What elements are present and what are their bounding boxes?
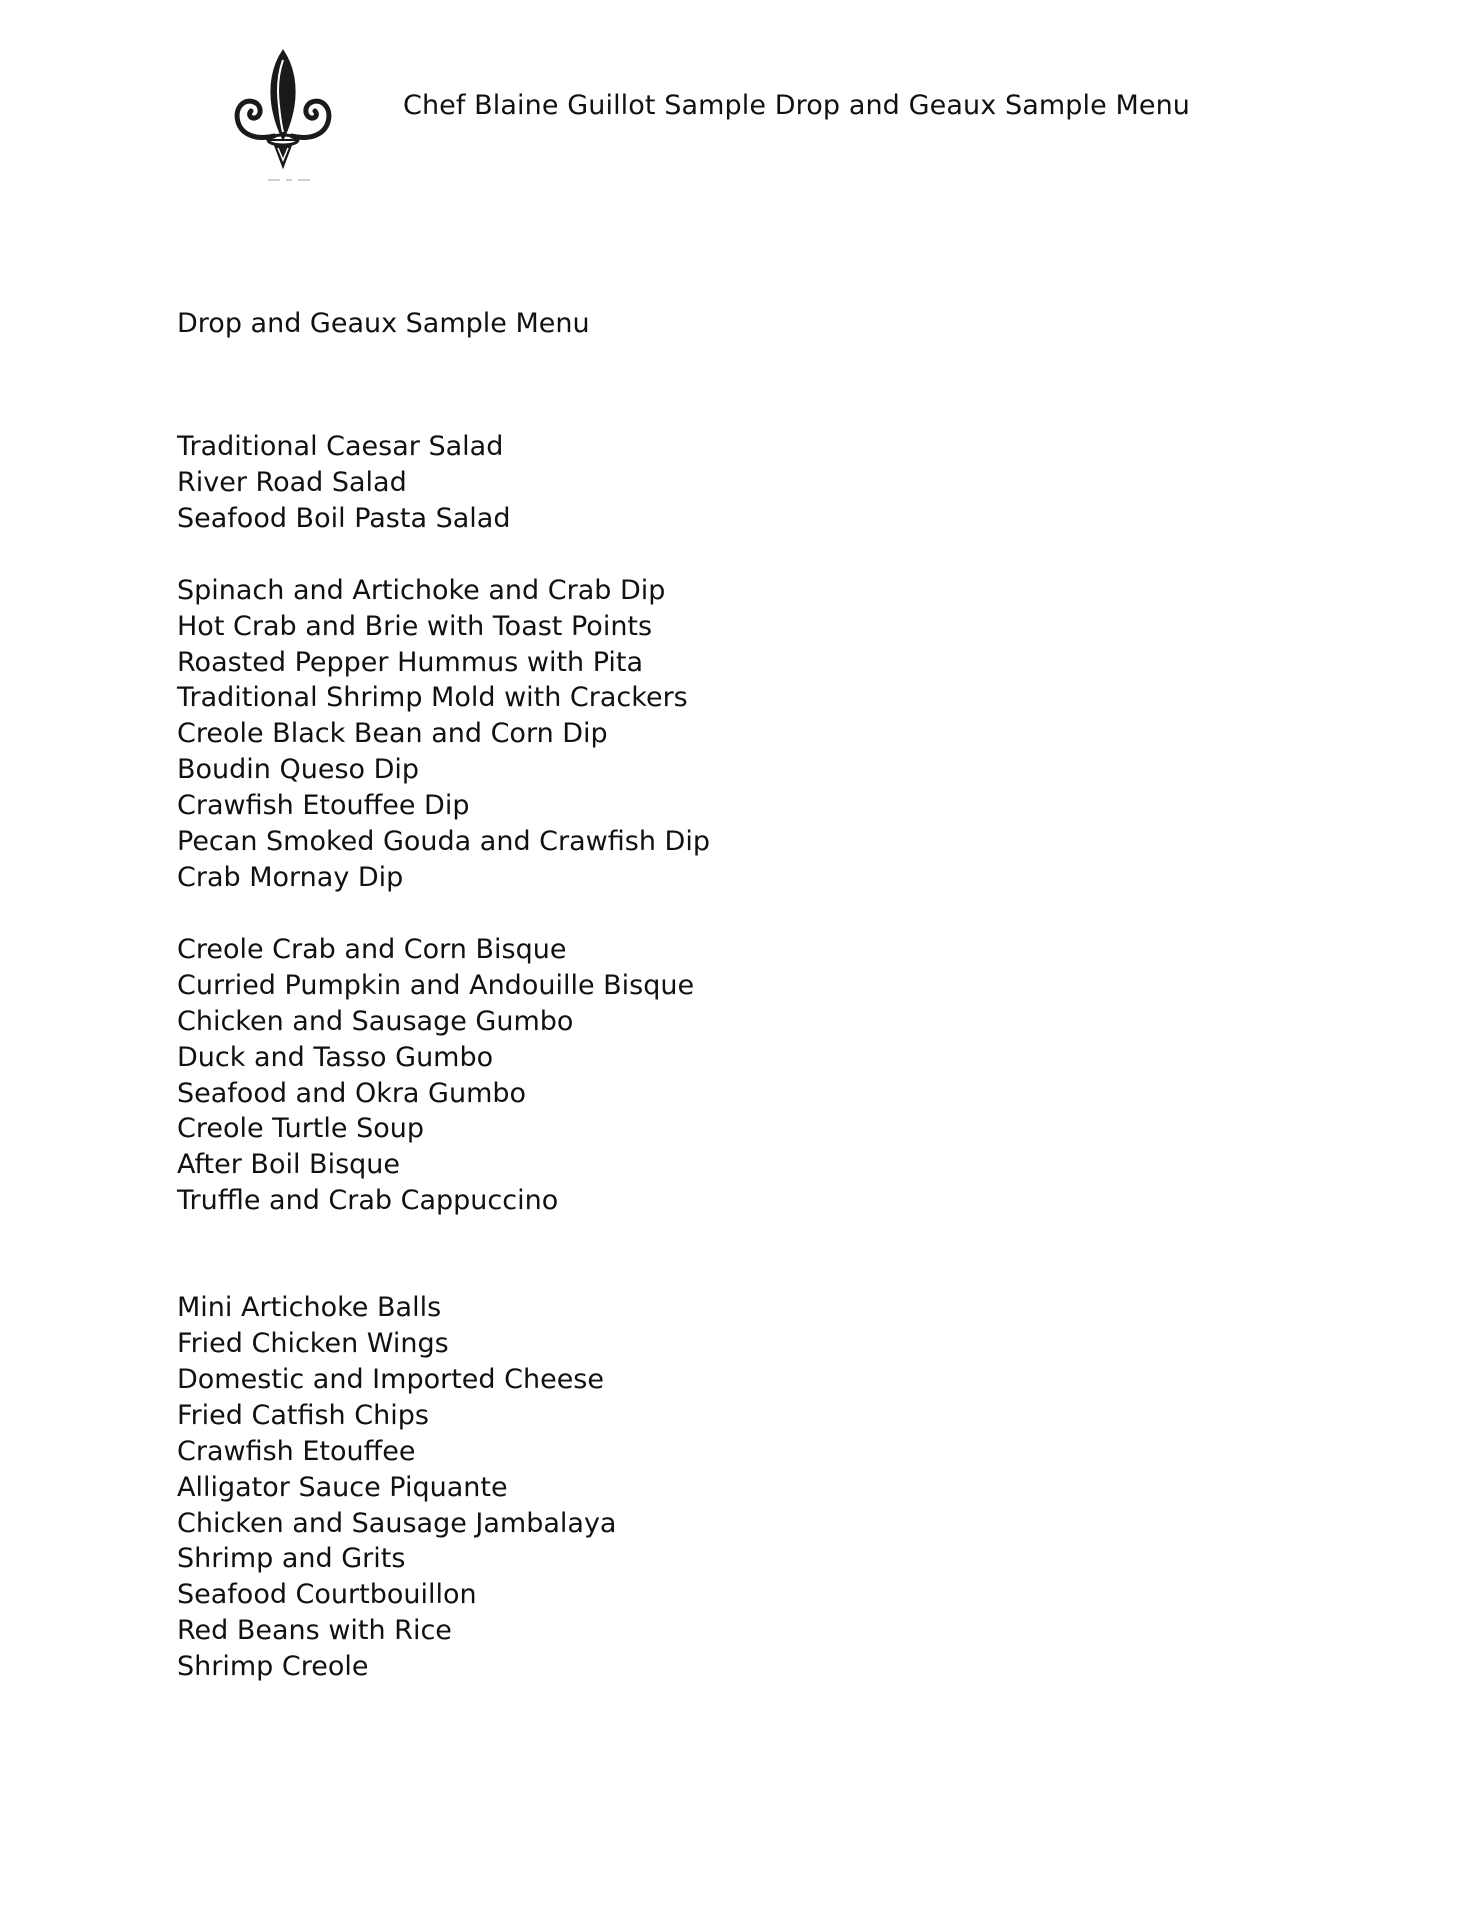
menu-title: Drop and Geaux Sample Menu — [177, 308, 590, 339]
list-item: Creole Crab and Corn Bisque — [177, 933, 567, 965]
menu-content — [177, 306, 710, 1685]
list-item: Traditional Shrimp Mold with Crackers — [177, 682, 688, 714]
list-item: Roasted Pepper Hummus with Pita — [177, 646, 644, 678]
soups-list — [177, 932, 710, 1219]
entrees-list — [177, 1290, 710, 1685]
list-item: Mini Artichoke Balls — [177, 1292, 442, 1324]
list-item: Shrimp and Grits — [177, 1543, 406, 1575]
list-item: Domestic and Imported Cheese — [177, 1363, 604, 1395]
list-item: River Road Salad — [177, 466, 407, 498]
dips-list — [177, 573, 710, 896]
list-item: Chicken and Sausage Jambalaya — [177, 1507, 617, 1539]
list-item: Seafood Boil Pasta Salad — [177, 502, 511, 534]
fleur-de-lis-icon — [228, 44, 338, 184]
list-item: Creole Black Bean and Corn Dip — [177, 718, 608, 750]
list-item: Traditional Caesar Salad — [177, 431, 504, 462]
list-item: Crawfish Etouffee — [177, 1435, 416, 1467]
list-item: Shrimp Creole — [177, 1651, 369, 1683]
list-item: Fried Catfish Chips — [177, 1399, 429, 1431]
list-item: Truffle and Crab Cappuccino — [177, 1185, 559, 1217]
list-item: Chicken and Sausage Gumbo — [177, 1005, 574, 1037]
list-item: Boudin Queso Dip — [177, 754, 420, 786]
list-item: Crawfish Etouffee Dip — [177, 790, 470, 822]
list-item: Fried Chicken Wings — [177, 1328, 449, 1360]
list-item: After Boil Bisque — [177, 1149, 401, 1181]
list-item: Seafood and Okra Gumbo — [177, 1077, 527, 1109]
list-item: Pecan Smoked Gouda and Crawfish Dip — [177, 826, 710, 858]
list-item: Duck and Tasso Gumbo — [177, 1041, 494, 1073]
list-item: Alligator Sauce Piquante — [177, 1471, 508, 1503]
salads-list — [177, 429, 710, 537]
list-item: Seafood Courtbouillon — [177, 1579, 477, 1611]
list-item: Curried Pumpkin and Andouille Bisque — [177, 969, 695, 1001]
header-title: Chef Blaine Guillot Sample Drop and Geaux Sample Menu — [403, 90, 1191, 121]
list-item: Spinach and Artichoke and Crab Dip — [177, 574, 666, 606]
list-item: Hot Crab and Brie with Toast Points — [177, 610, 653, 642]
list-item: Red Beans with Rice — [177, 1615, 452, 1647]
list-item: Crab Mornay Dip — [177, 861, 404, 893]
list-item: Creole Turtle Soup — [177, 1113, 424, 1145]
